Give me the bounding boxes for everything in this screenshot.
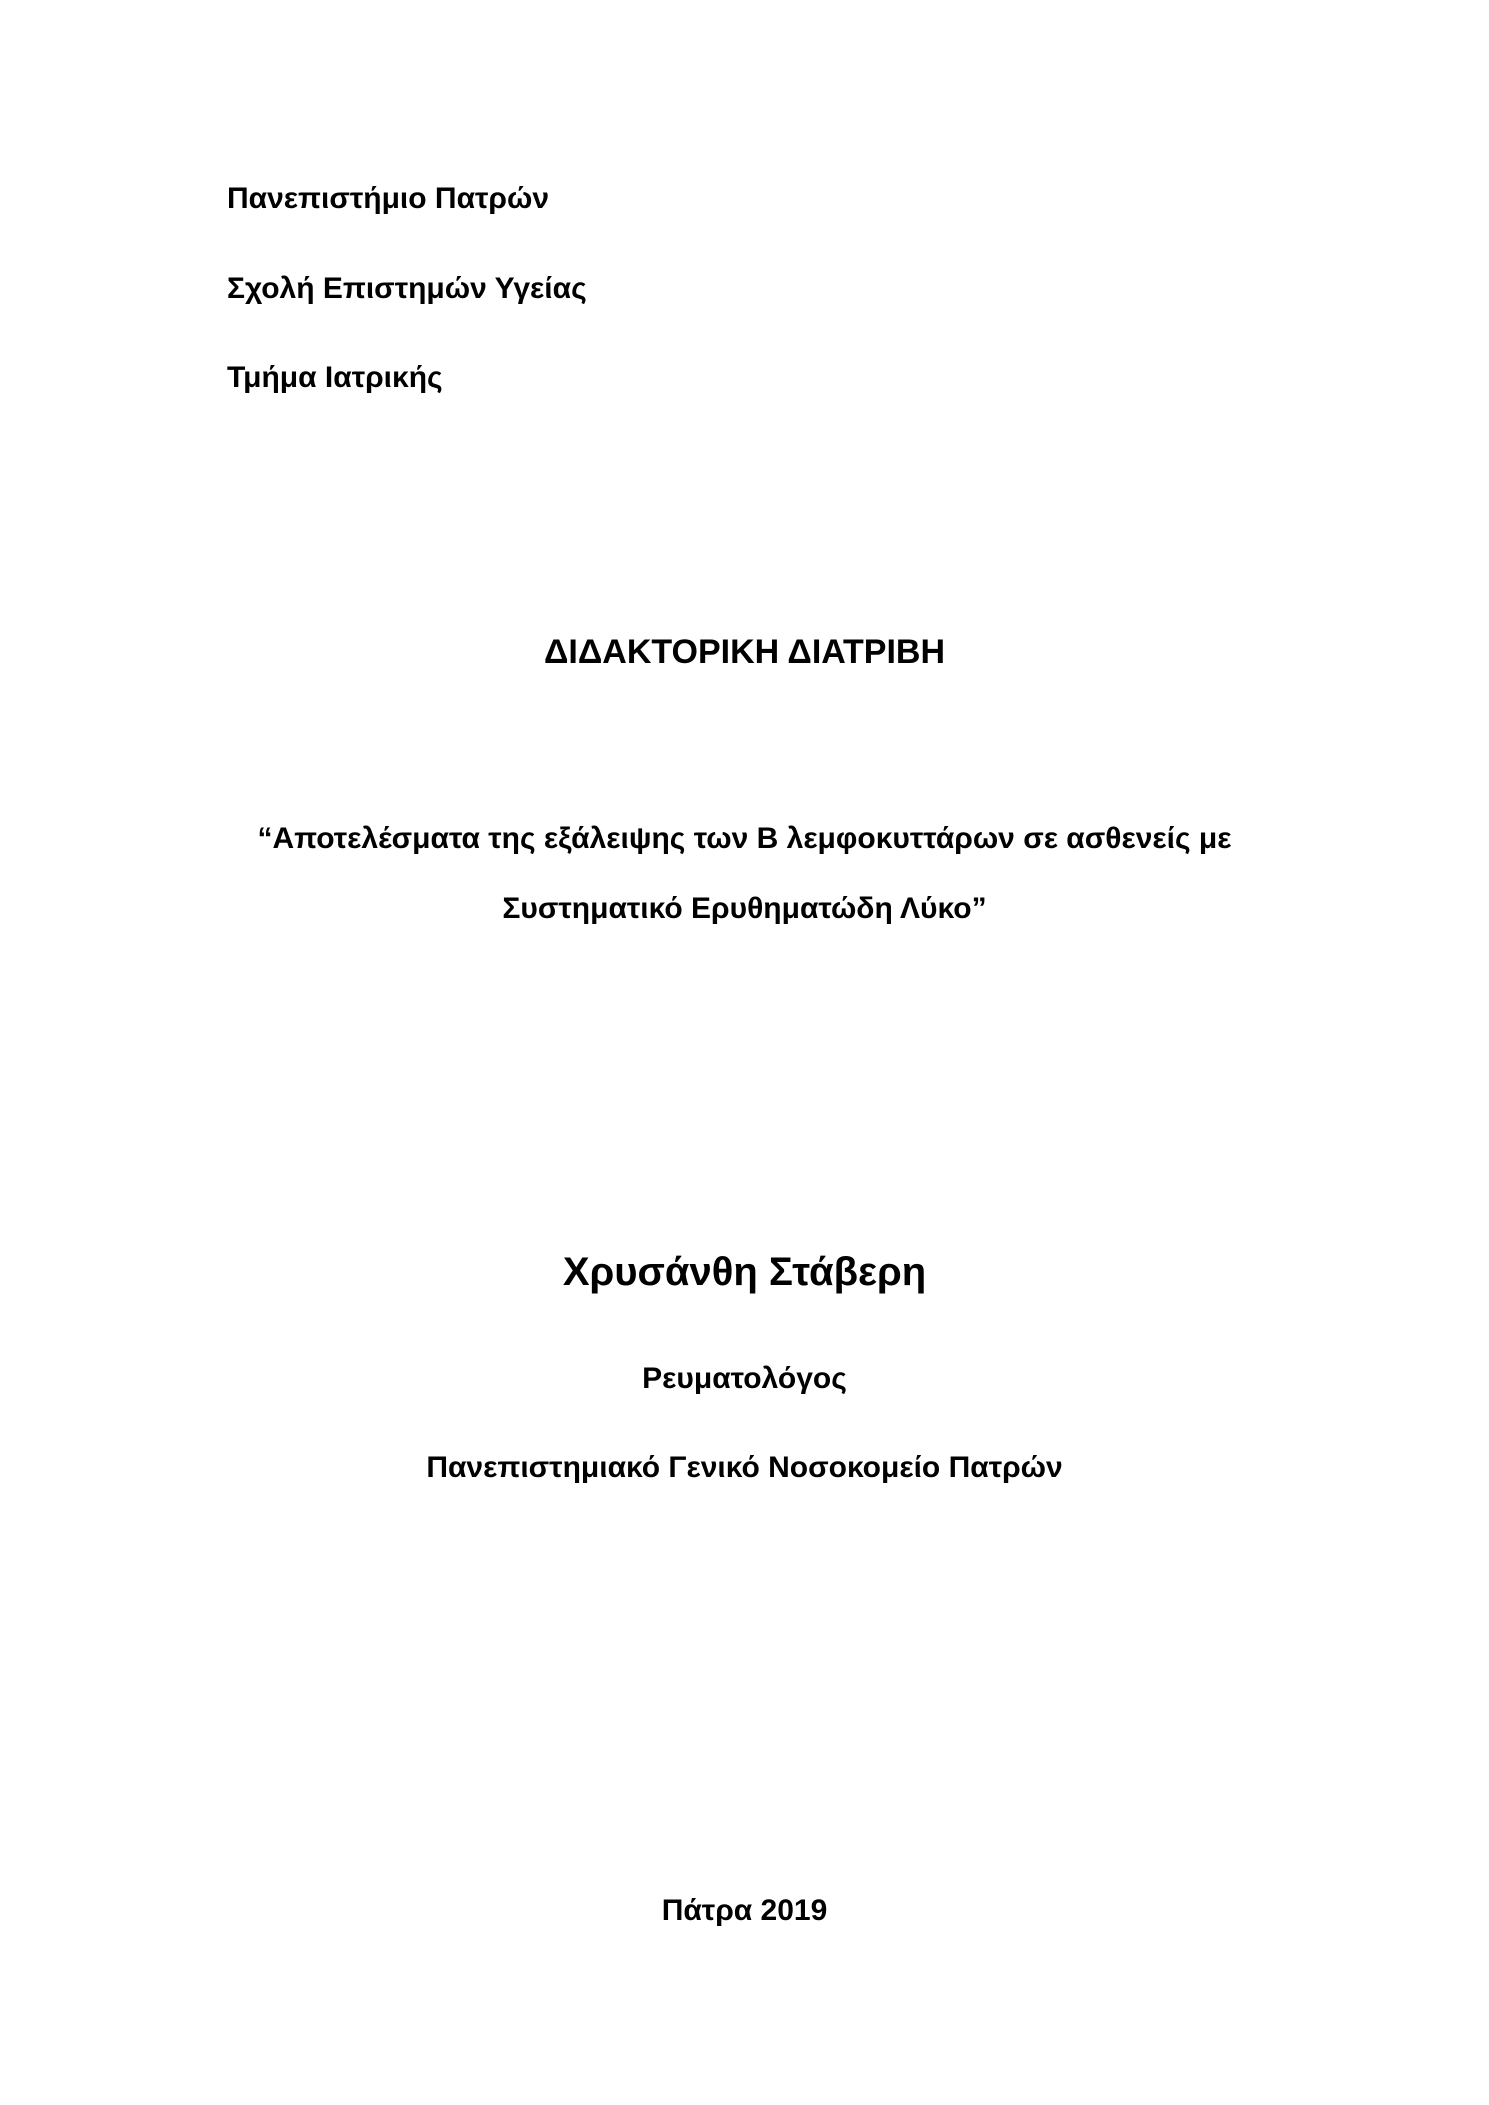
place-and-year: Πάτρα 2019 <box>661 1894 828 1927</box>
author-specialty: Ρευματολόγος <box>642 1362 847 1395</box>
author-name: Χρυσάνθη Στάβερη <box>562 1250 927 1294</box>
department-name: Τμήμα Ιατρικής <box>227 361 443 394</box>
document-type-heading: ΔΙΔΑΚΤΟΡΙΚΗ ΔΙΑΤΡΙΒΗ <box>543 633 946 671</box>
author-affiliation: Πανεπιστημιακό Γενικό Νοσοκομείο Πατρών <box>426 1451 1063 1484</box>
thesis-title-line-2: Συστηματικό Ερυθηματώδη Λύκο” <box>502 892 987 925</box>
school-name: Σχολή Επιστημών Υγείας <box>227 272 587 305</box>
thesis-title-line-1: “Αποτελέσματα της εξάλειψης των Β λεμφοκυττάρων σε ασθενείς με <box>257 822 1232 855</box>
university-name: Πανεπιστήμιο Πατρών <box>227 182 550 215</box>
